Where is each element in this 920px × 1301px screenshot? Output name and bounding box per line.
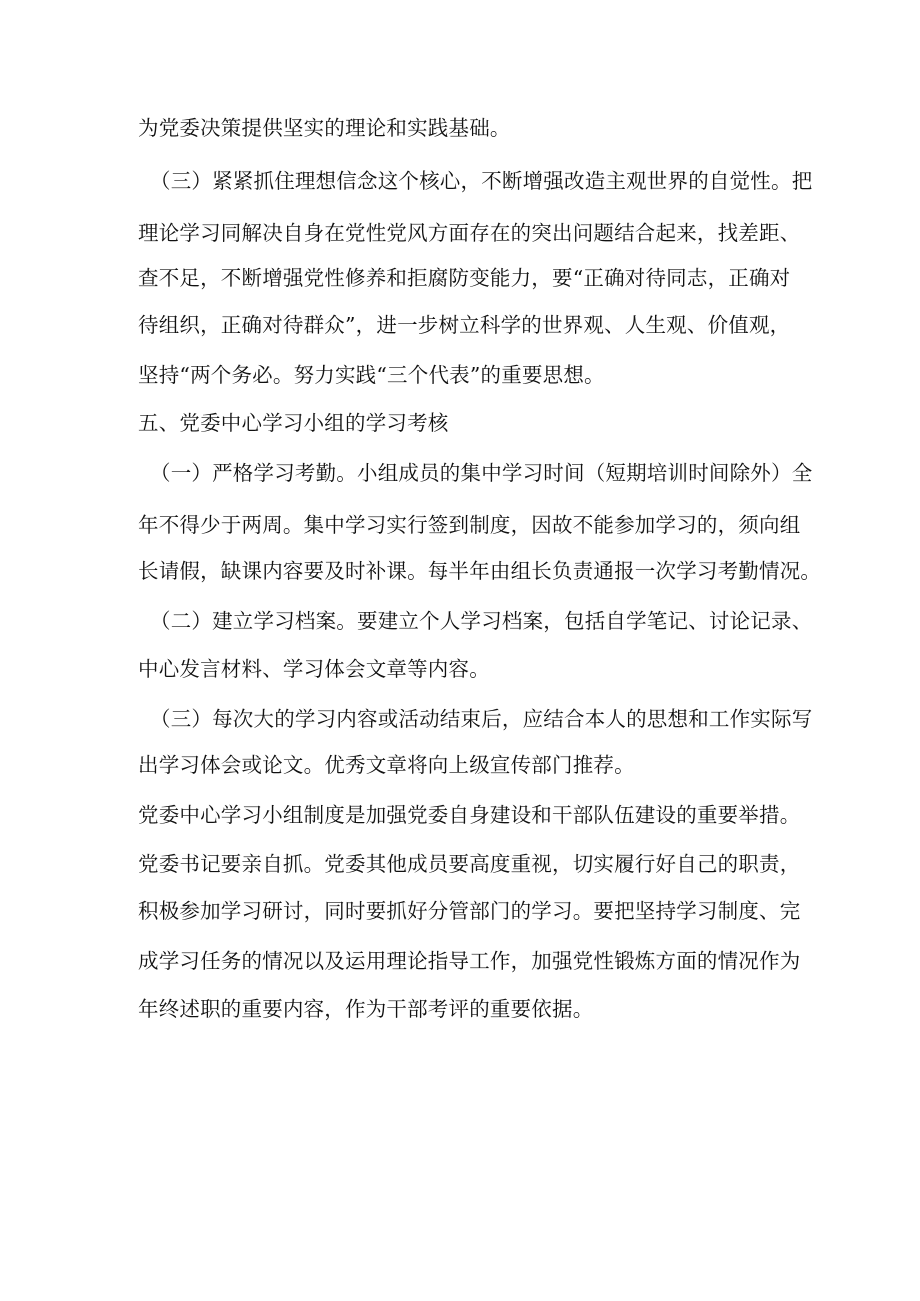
text-line: 查不足，不断增强党性修养和拒腐防变能力，要“正确对待同志，正确对 bbox=[138, 266, 791, 290]
text-line: （三）紧紧抓住理想信念这个核心，不断增强改造主观世界的自觉性。把 bbox=[150, 169, 813, 193]
text-line: 理论学习同解决自身在党性党风方面存在的突出问题结合起来，找差距、 bbox=[138, 221, 801, 245]
text-line: 长请假，缺课内容要及时补课。每半年由组长负责通报一次学习考勤情况。 bbox=[138, 559, 822, 583]
text-line: （三）每次大的学习内容或活动结束后，应结合本人的思想和工作实际写 bbox=[150, 707, 813, 731]
text-line: 出学习体会或论文。优秀文章将向上级宣传部门推荐。 bbox=[138, 753, 635, 777]
text-line: 成学习任务的情况以及运用理论指导工作，加强党性锻炼方面的情况作为 bbox=[138, 949, 801, 973]
text-line: 待组织，正确对待群众”，进一步树立科学的世界观、人生观、价值观， bbox=[138, 313, 791, 337]
text-line: 年终述职的重要内容，作为干部考评的重要依据。 bbox=[138, 997, 594, 1021]
text-line: 中心发言材料、学习体会文章等内容。 bbox=[138, 657, 490, 681]
text-line: 坚持“两个务必。努力实践“三个代表”的重要思想。 bbox=[138, 363, 605, 387]
text-line: 为党委决策提供坚实的理论和实践基础。 bbox=[138, 116, 511, 140]
text-line: 年不得少于两周。集中学习实行签到制度，因故不能参加学习的，须向组 bbox=[138, 513, 801, 537]
text-line: （一）严格学习考勤。小组成员的集中学习时间（短期培训时间除外）全 bbox=[150, 461, 813, 485]
text-line: 积极参加学习研讨，同时要抓好分管部门的学习。要把坚持学习制度、完 bbox=[138, 899, 801, 923]
text-line: 党委书记要亲自抓。党委其他成员要高度重视，切实履行好自己的职责， bbox=[138, 852, 801, 876]
section-heading: 五、党委中心学习小组的学习考核 bbox=[138, 411, 449, 435]
text-line: 党委中心学习小组制度是加强党委自身建设和干部队伍建设的重要举措。 bbox=[138, 803, 801, 827]
text-line: （二）建立学习档案。要建立个人学习档案，包括自学笔记、讨论记录、 bbox=[150, 609, 813, 633]
